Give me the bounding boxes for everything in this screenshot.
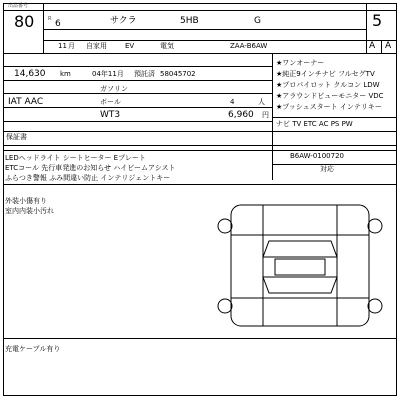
equipment-2: ETCコール 先行車発進のお知らせ ハイビームアシスト <box>5 164 176 172</box>
body-type: 5HB <box>180 16 199 26</box>
score: 5 <box>372 11 383 30</box>
interior-grade: A <box>369 41 376 51</box>
price-unit: 円 <box>262 111 269 119</box>
transmission: IAT AAC <box>8 97 44 107</box>
sales-point-3: ★プロパイロット クルコン LDW <box>276 81 380 89</box>
inspection-date: 04年11月 <box>92 70 124 78</box>
grade: G <box>254 16 261 26</box>
recycle: 預託済 <box>134 70 155 78</box>
chassis-code: 58045702 <box>160 70 196 78</box>
doors-unit: 人 <box>258 98 265 106</box>
exterior-grade: A <box>385 41 392 51</box>
mileage-unit: km <box>60 70 71 78</box>
vehicle-diagram <box>205 193 395 338</box>
model-code: ZAA-B6AW <box>230 42 268 50</box>
frame-label: 対応 <box>320 165 334 173</box>
note-2: 室内内装小汚れ <box>5 207 54 215</box>
sales-point-5: ★プッシュスタート インテリキー <box>276 103 382 111</box>
color-code: WT3 <box>100 110 121 120</box>
lot-number: 80 <box>14 12 35 31</box>
warranty: 保証書 <box>6 133 27 141</box>
drive-unit: 電気 <box>160 42 174 50</box>
footer-note: 充電ケーブル有り <box>5 345 61 353</box>
lot-label: 出品番号 <box>8 3 29 9</box>
equipment-3: ふらつき警報 ふみ間違い防止 インテリジェントキー <box>5 174 171 182</box>
color-label: ガソリン <box>100 85 128 93</box>
sales-point-2: ★純正9インチナビ フルセグTV <box>276 70 375 78</box>
doors: 4 <box>230 98 235 106</box>
year-prefix: R <box>48 16 52 22</box>
equipment-1: LEDヘッドライト シートヒーター Eプレート <box>5 154 146 162</box>
options-line: ナビ TV ETC AC PS PW <box>276 120 353 128</box>
note-1: 外装小傷有り <box>5 197 47 205</box>
month-unit: 月 <box>68 42 75 50</box>
model-name: サクラ <box>110 16 137 26</box>
usage: 自家用 <box>86 42 107 50</box>
sales-point-4: ★アラウンドビューモニター VDC <box>276 92 384 100</box>
sales-point-1: ★ワンオーナー <box>276 59 325 67</box>
mileage: 14,630 <box>14 69 46 79</box>
color: ボール <box>100 98 121 106</box>
year: 6 <box>55 19 61 29</box>
price: 6,960 <box>228 110 254 120</box>
fuel: EV <box>125 42 135 50</box>
month: 11 <box>58 42 67 50</box>
frame-no: B6AW-0100720 <box>290 152 345 160</box>
car-outline-icon <box>205 193 395 338</box>
